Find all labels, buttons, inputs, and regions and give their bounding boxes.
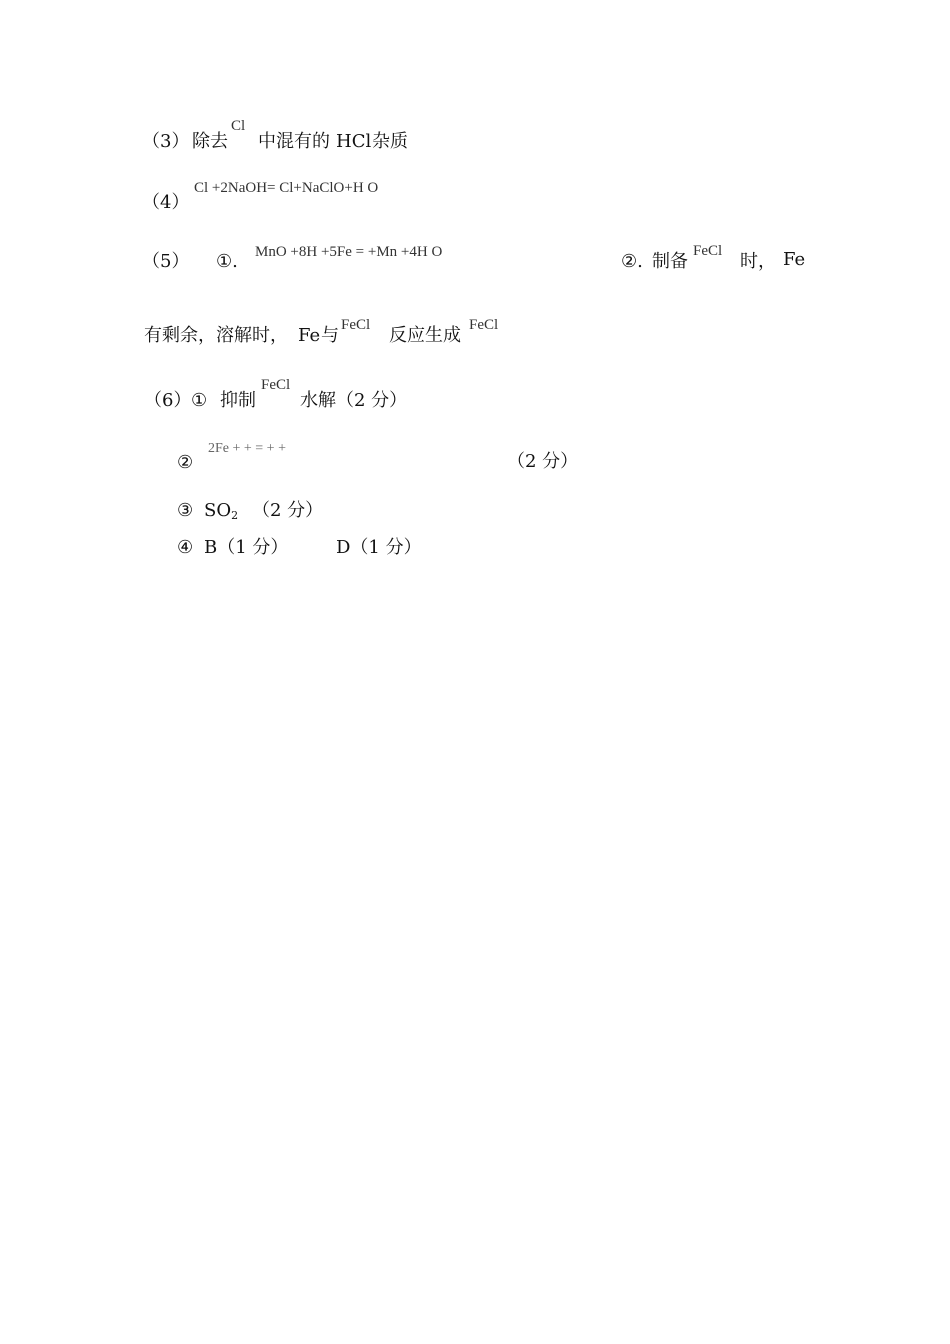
answer-5-circle-1: ①. [216,251,238,272]
answer-5-number: （5） [142,251,190,272]
answer-5-line2-formula-fecl2: FeCl [469,317,499,333]
answer-5-line2-text-fe: Fe [298,325,321,346]
answer-5-line2-text-remaining: 有剩余，溶解时， [144,325,288,346]
answer-5-circle-2: ②. [621,251,643,272]
answer-6-2-score: （2 分） [507,451,579,472]
answer-6-3-so: SO [204,500,232,521]
answer-6-1-text-hydrolysis: 水解（2 分） [300,390,408,411]
answer-6-3-formula-so2 [204,500,238,527]
answer-4-equation: Cl +2NaOH= Cl+NaClO+H O [194,180,379,196]
answer-3-text-remove: 除去 [192,131,228,152]
answer-6-2-equation: 2Fe + + = + + [208,441,286,456]
answer-6-circle-4: ④ [177,537,194,558]
answer-5-text-fe: Fe [783,249,806,270]
answer-3-number: （3） [142,131,190,152]
answer-6-number: （6） [144,390,192,411]
answer-6-1-formula-fecl3: FeCl [261,377,291,393]
answer-3-formula-cl2: Cl [231,118,246,134]
answer-6-circle-3: ③ [177,500,194,521]
answer-5-line2-formula-fecl3: FeCl [341,317,371,333]
answer-5-formula-fecl3: FeCl [693,243,723,259]
answer-3-text-impurity: 杂质 [372,131,408,152]
answer-3-text-hcl: HCl [336,131,372,152]
answer-5-line2-text-react: 反应生成 [389,325,461,346]
answer-6-circle-2: ② [177,452,194,473]
answer-4-number: （4） [142,192,190,213]
answer-5-text-prepare: 制备 [652,251,688,272]
answer-6-circle-1: ① [191,390,208,411]
answer-6-1-text-inhibit: 抑制 [220,390,256,411]
answer-5-line2-text-with: 与 [321,325,339,346]
answer-6-4-option-d: D（1 分） [336,537,422,558]
answer-6-4-option-b: B（1 分） [204,537,289,558]
answer-5-equation: MnO +8H +5Fe = +Mn +4H O [255,244,443,260]
answer-5-text-when: 时， [740,251,776,272]
answer-6-3-subscript: 2 [231,509,239,522]
answer-6-3-score: （2 分） [252,500,324,521]
answer-3-text-mixed: 中混有的 [258,131,330,152]
